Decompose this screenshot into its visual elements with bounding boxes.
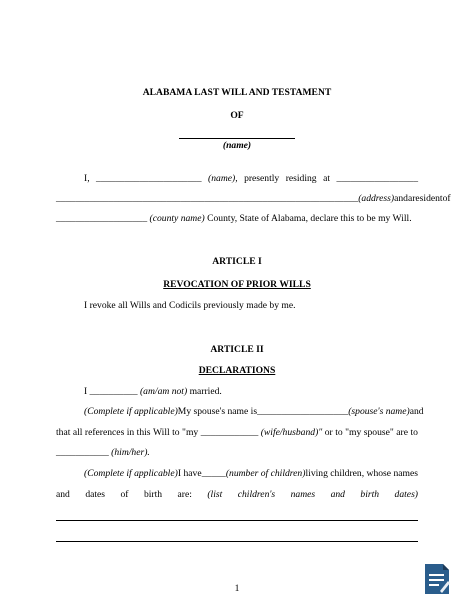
spouse-paren: (Complete if applicable) bbox=[84, 406, 178, 417]
children-paren: (Complete if applicable) bbox=[84, 468, 178, 479]
wife-husband-caption: (wife/husband)" bbox=[260, 427, 323, 438]
word: and bbox=[394, 193, 408, 204]
word: references bbox=[84, 427, 125, 438]
word: birth bbox=[143, 489, 163, 500]
word: are: bbox=[177, 489, 192, 500]
county-blank[interactable]: ___________________ bbox=[56, 213, 148, 224]
county-caption: (county name) bbox=[149, 213, 205, 224]
word: are bbox=[396, 427, 408, 438]
word: I, bbox=[84, 173, 90, 184]
word: and bbox=[409, 406, 424, 417]
word: birth bbox=[360, 489, 380, 500]
residence-blank[interactable]: _________________ bbox=[336, 173, 418, 184]
married-line bbox=[84, 386, 222, 398]
word: resident bbox=[412, 193, 443, 204]
spouse-text: My spouse's name is bbox=[177, 406, 258, 417]
word: spouse" bbox=[363, 427, 394, 438]
dates-line bbox=[56, 489, 418, 501]
address-blank[interactable]: _______________________________________________________________ bbox=[56, 193, 359, 204]
word: presently bbox=[244, 173, 280, 184]
children-text: living children, whose names bbox=[305, 468, 418, 479]
word: of bbox=[442, 193, 451, 204]
word: residing bbox=[285, 173, 317, 184]
article-1-heading: ARTICLE I bbox=[212, 256, 262, 267]
word: children's bbox=[237, 489, 276, 500]
him-her-caption: (him/her). bbox=[111, 447, 150, 458]
children-list-line-2[interactable] bbox=[56, 541, 418, 542]
word: and bbox=[330, 489, 345, 500]
him-her-blank[interactable]: ___________ bbox=[56, 447, 109, 458]
word: of bbox=[120, 489, 129, 500]
word: to bbox=[410, 427, 418, 438]
spouse-caption: (spouse's name) bbox=[348, 406, 410, 417]
name-blank[interactable]: ______________________ bbox=[96, 173, 202, 184]
document-logo-icon bbox=[422, 561, 452, 597]
name-caption: (name) bbox=[222, 140, 252, 151]
word: to bbox=[335, 427, 343, 438]
county-text: County, State of Alabama, declare this to be my Will. bbox=[207, 213, 412, 224]
word: married. bbox=[189, 386, 222, 397]
word: at bbox=[323, 173, 330, 184]
word: all bbox=[72, 427, 83, 438]
him-her-line bbox=[56, 447, 150, 459]
article-1-text: I revoke all Wills and Codicils previously made by me. bbox=[84, 300, 296, 311]
of-label: OF bbox=[230, 110, 244, 121]
spouse-name-blank[interactable]: ___________________ bbox=[257, 406, 349, 417]
word: (list bbox=[207, 489, 223, 500]
word: this bbox=[136, 427, 151, 438]
word: in bbox=[126, 427, 135, 438]
testator-name-line[interactable] bbox=[179, 138, 295, 139]
article-1-subheading: REVOCATION OF PRIOR WILLS bbox=[163, 279, 311, 290]
references-line bbox=[56, 427, 418, 439]
article-2-subheading: DECLARATIONS bbox=[198, 365, 276, 376]
word: "my bbox=[182, 427, 199, 438]
article-2-heading: ARTICLE II bbox=[210, 344, 264, 355]
word: I bbox=[84, 386, 88, 397]
children-count-blank[interactable]: _____ bbox=[201, 468, 226, 479]
word: names bbox=[290, 489, 316, 500]
children-line bbox=[84, 468, 418, 480]
address-caption: (address) bbox=[358, 193, 395, 204]
children-text: I have bbox=[177, 468, 202, 479]
word: "my bbox=[345, 427, 362, 438]
intro-line-1 bbox=[84, 173, 418, 185]
children-list-line-1[interactable] bbox=[56, 520, 418, 521]
word: to bbox=[172, 427, 180, 438]
word: dates) bbox=[394, 489, 418, 500]
word: dates bbox=[85, 489, 106, 500]
intro-line-2 bbox=[56, 193, 451, 205]
word: or bbox=[324, 427, 333, 438]
intro-line-3 bbox=[56, 213, 412, 225]
married-blank[interactable]: __________ bbox=[89, 386, 138, 397]
spouse-line bbox=[84, 406, 424, 418]
wife-husband-blank[interactable]: ____________ bbox=[200, 427, 259, 438]
page-number: 1 bbox=[234, 583, 240, 594]
word: and bbox=[56, 489, 70, 500]
word: a bbox=[407, 193, 413, 204]
married-caption: (am/am not) bbox=[139, 386, 188, 397]
name-caption-inline: (name), bbox=[208, 173, 238, 184]
children-caption: (number of children) bbox=[225, 468, 306, 479]
document-title: ALABAMA LAST WILL AND TESTAMENT bbox=[142, 87, 332, 98]
word: Will bbox=[153, 427, 170, 438]
word: that bbox=[56, 427, 71, 438]
